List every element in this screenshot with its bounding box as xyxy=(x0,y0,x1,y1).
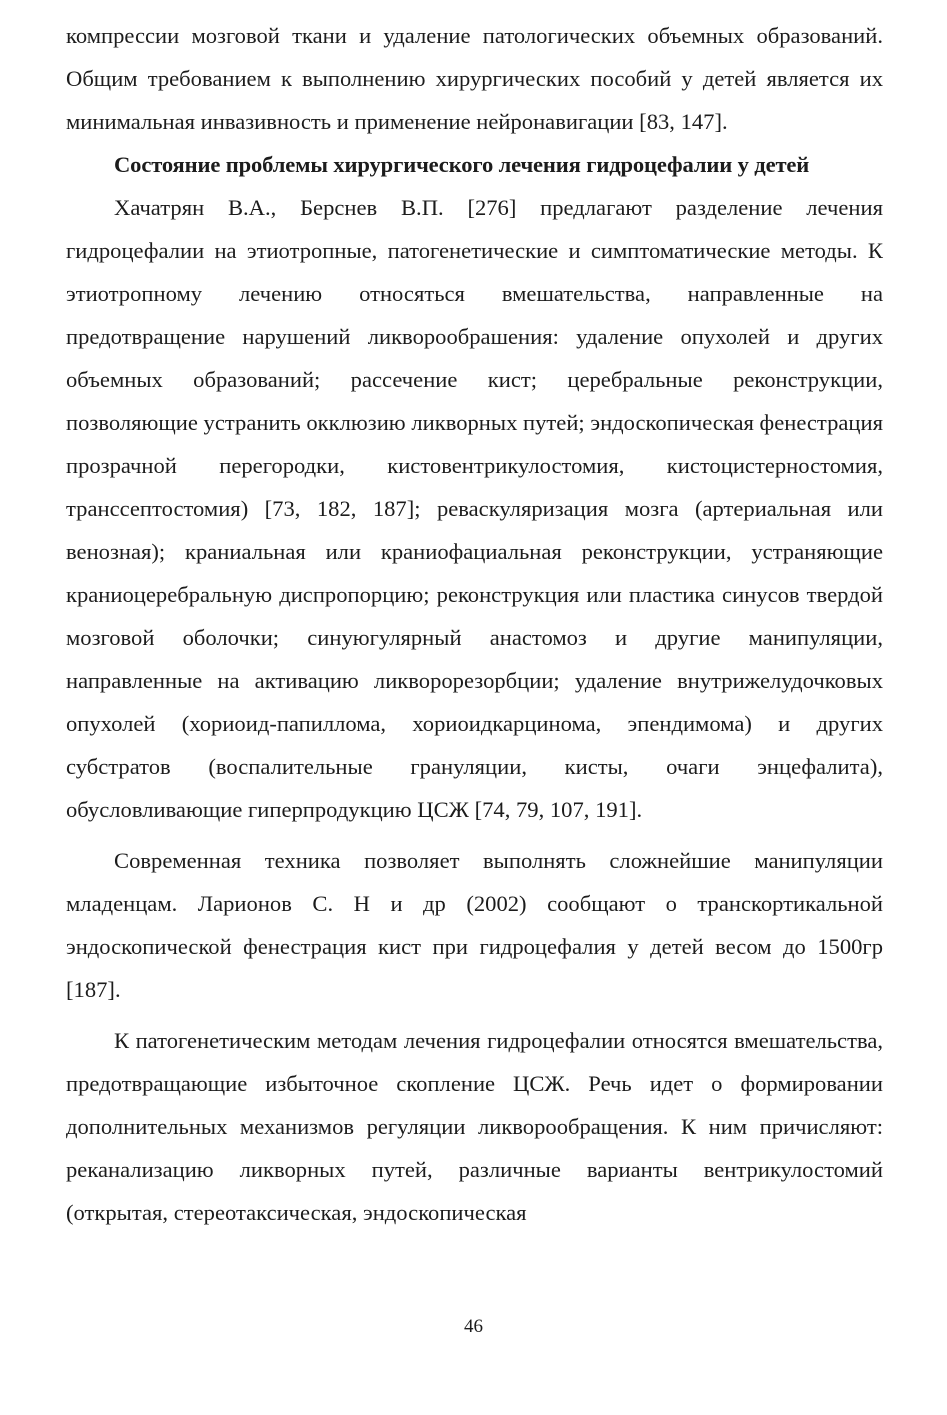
paragraph-gap xyxy=(66,831,883,839)
section-heading: Состояние проблемы хирургического лечения гидроцефалии у детей xyxy=(114,152,810,177)
paragraph-pathogenetic: К патогенетическим методам лечения гидроцефалии относятся вмешательства, предотвращающие избыточное скопление ЦСЖ. Речь идет о формировании дополнительных механизмов регуляции ликворообращения. К ним причисляют: реканализацию ликворных путей, различные варианты вентрикулостомий (открытая, стереотаксическая, эндоскопическая xyxy=(66,1028,883,1225)
document-page xyxy=(66,14,883,1234)
paragraph-modern-technique: Современная техника позволяет выполнять сложнейшие манипуляции младенцам. Ларионов С. Н и др (2002) сообщают о транскортикальной эндоскопической фенестрация кист при гидроцефалия у детей весом до 1500гр [187]. xyxy=(66,848,883,1002)
page-number: 46 xyxy=(464,1316,483,1337)
paragraph-gap xyxy=(66,1011,883,1019)
paragraph-continuation: компрессии мозговой ткани и удаление патологических объемных образований. Общим требованием к выполнению хирургических пособий у детей является их минимальная инвазивность и применение нейронавигации [83, 147]. xyxy=(66,23,883,134)
paragraph-methods: Хачатрян В.А., Берснев В.П. [276] предлагают разделение лечения гидроцефалии на этиотропные, патогенетические и симптоматические методы. К этиотропному лечению относяться вмешательства, направленные на предотвращение нарушений ликворообрашения: удаление опухолей и других объемных образований; рассечение кист; церебральные реконструкции, позволяющие устранить окклюзию ликворных путей; эндоскопическая фенестрация прозрачной перегородки, кистовентрикулостомия, кистоцистерностомия, транссептостомия) [73, 182, 187]; реваскуляризация мозга (артериальная или венозная); краниальная или краниофациальная реконструкции, устраняющие краниоцеребральную диспропорцию; реконструкция или пластика синусов твердой мозговой оболочки; синуюгулярный анастомоз и другие манипуляции, направленные на активацию ликворорезорбции; удаление внутрижелудочковых опухолей (хориоид-папиллома, хориоидкарцинома, эпендимома) и других субстратов (воспалительные грануляции, кисты, очаги энцефалита), обусловливающие гиперпродукцию ЦСЖ [74, 79, 107, 191]. xyxy=(66,195,883,822)
